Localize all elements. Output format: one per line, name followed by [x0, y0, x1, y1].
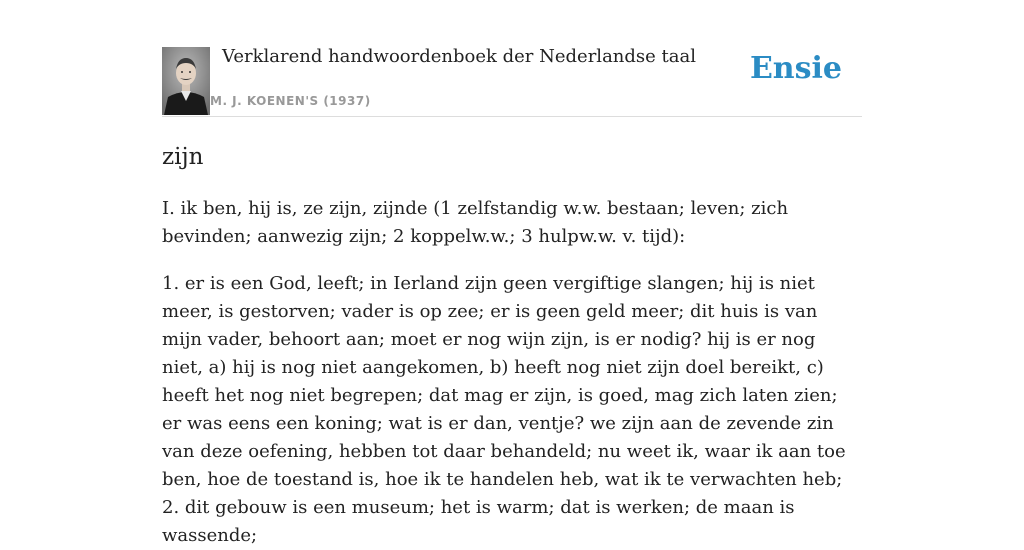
dictionary-header — [162, 0, 862, 117]
dictionary-author: M. J. KOENEN'S (1937) — [210, 94, 371, 108]
definition-sense-2: 2. dit gebouw is een museum; het is warm; dat is werken; de maan is wassende; — [162, 497, 795, 546]
definition-body — [162, 195, 862, 550]
headword: zijn — [162, 144, 204, 170]
definition-intro: I. ik ben, hij is, ze zijn, zijnde (1 zelfstandig w.w. bestaan; leven; zich bevinden; aanwezig zijn; 2 koppelw.w.; 3 hulpw.w. v. tijd): — [162, 198, 789, 247]
dictionary-title: Verklarend handwoordenboek der Nederlandse taal — [222, 46, 696, 67]
definition-sense-1: 1. er is een God, leeft; in Ierland zijn geen vergiftige slangen; hij is niet meer, is gestorven; vader is op zee; er is geen geld meer; dit huis is van mijn vader, behoort aan; moet er nog wijn zijn, is er nodig? hij is er nog niet, a) hij is nog niet aangekomen, b) heeft nog niet zijn doel bereikt, c) heeft het nog niet begrepen; dat mag er zijn, is goed, mag zich laten zien; er was eens een koning; wat is er dan, ventje? we zijn aan de zevende zin van deze oefening, hebben tot daar behandeld; nu weet ik, waar ik aan toe ben, hoe de toestand is, hoe ik te handelen heb, wat ik te verwachten heb; — [162, 273, 846, 490]
ensie-logo-link[interactable]: Ensie — [749, 51, 842, 86]
content-column — [162, 0, 862, 550]
author-portrait-image — [162, 47, 210, 115]
author-portrait — [162, 47, 210, 115]
